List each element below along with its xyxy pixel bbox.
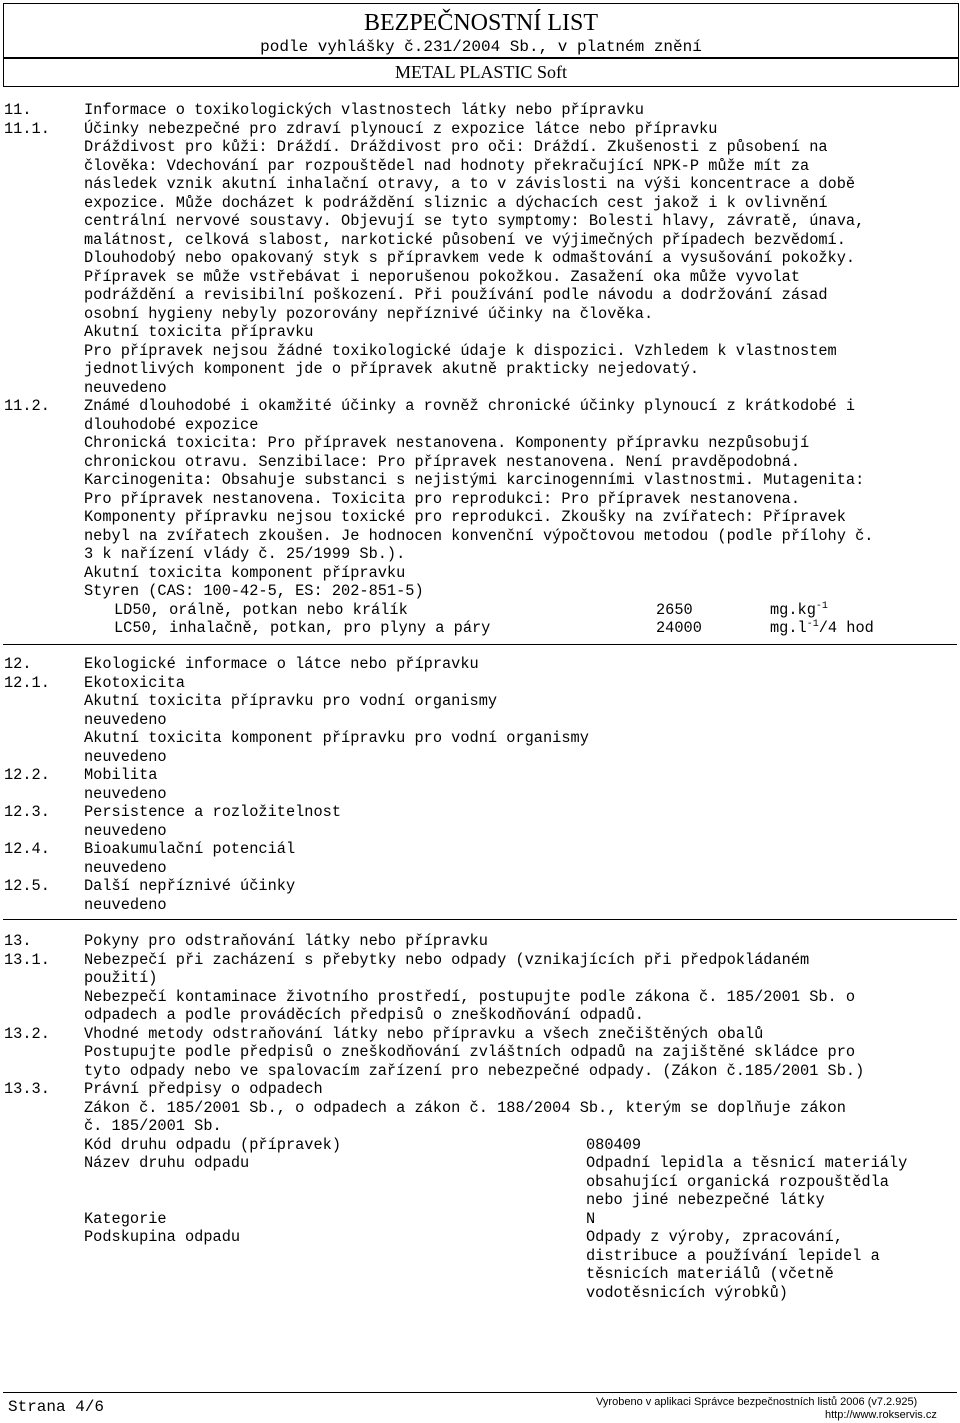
tox-row-unit-base: mg.l [770,619,807,637]
waste-value: vodotěsnicích výrobků) [586,1283,788,1302]
tox-row-value: 24000 [656,619,702,637]
generator-note: Vyrobeno v aplikaci Správce bezpečnostních listů 2006 (v7.2.925) [596,1396,918,1408]
product-name: METAL PLASTIC Soft [3,58,959,87]
section-number: 13. [4,932,32,950]
subsection-number: 13.3. [4,1080,50,1098]
subsection-number: 13.1. [4,950,50,969]
paragraph-line: člověka: Vdechování par rozpouštědel nad hodnoty překračující NPK-P může mít za [84,156,810,175]
waste-label: Kategorie [84,1209,167,1228]
paragraph-line: následek vznik akutní inhalační otravy, a to v závislosti na výši koncentrace a době [84,175,856,193]
subsection-number: 12.3. [4,803,50,821]
tox-row-unit-exponent: -1 [806,618,819,630]
subheading: Akutní toxicita přípravku [84,323,314,341]
paragraph-line: podráždění a revisibilní poškození. Při používání podle návodu a dodržování zásad [84,286,828,304]
subsection-title: Nebezpečí při zacházení s přebytky nebo odpady (vznikajících při předpokládaném [84,950,810,969]
tox-row-unit-exponent: -1 [815,600,828,612]
section-number: 12. [4,655,32,673]
subsection-title: dlouhodobé expozice [84,415,259,434]
subsection-number: 13.2. [4,1024,50,1043]
waste-value: Odpadní lepidla a těsnicí materiály [586,1154,908,1172]
tox-row-unit [770,601,828,620]
tox-row-unit [770,619,874,638]
subsection-title: Účinky nebezpečné pro zdraví plynoucí z expozice látce nebo přípravku [84,119,718,138]
waste-label: Podskupina odpadu [84,1228,241,1246]
paragraph-line: Postupujte podle předpisů o zneškodňování zvláštních odpadů na zajištěné skládce pro [84,1043,856,1061]
waste-value: nebo jiné nebezpečné látky [586,1191,825,1209]
paragraph-line: odpadech a podle prováděcích předpisů o zneškodňování odpadů. [84,1006,644,1024]
waste-label: Kód druhu odpadu (přípravek) [84,1135,342,1154]
value-text: neuvedeno [84,747,167,766]
tox-row-label: LD50, orálně, potkan nebo králík [114,600,408,619]
value-text: neuvedeno [84,821,167,840]
subsection-number: 12.2. [4,766,50,784]
subheading: Akutní toxicita komponent přípravku [84,563,406,582]
subsection-title: Ekotoxicita [84,673,185,692]
footer-divider [3,1392,957,1393]
paragraph-line: osobní hygieny nebyly pozorovány nepříznivé účinky na člověka. [84,304,654,323]
tox-row-value: 2650 [656,600,693,619]
document-header [3,3,959,58]
paragraph-line: expozice. Může docházet k podráždění sliznic a dýchacích cest jakož i k ovlivnění [84,193,828,212]
subsection-number: 12.1. [4,673,50,692]
document-subtitle: podle vyhlášky č.231/2004 Sb., v platném znění [260,38,702,56]
waste-value: obsahující organická rozpouštědla [586,1172,889,1191]
subsection-number: 11.2. [4,397,50,415]
paragraph-line: malátnost, celková slabost, narkotické působení ve výjimečných případech bezvědomí. [84,230,846,249]
paragraph-line: Pro přípravek nestanovena. Toxicita pro reprodukci: Pro přípravek nestanovena. [84,489,801,508]
paragraph-line: chronickou otravu. Senzibilace: Pro přípravek nestanovena. Není pravděpodobná. [84,452,801,471]
subsection-title: Mobilita [84,766,158,784]
subsection-title: Bioakumulační potenciál [84,840,296,858]
value-text: neuvedeno [84,895,167,914]
paragraph-line: Dlouhodobý nebo opakovaný styk s přípravkem vede k odmaštování a vysušování pokožky. [84,249,856,267]
paragraph-line: Pro přípravek nejsou žádné toxikologické údaje k dispozici. Vzhledem k vlastnostem [84,341,837,360]
paragraph-line: Přípravek se může vstřebávat i neporušenou pokožkou. Zasažení oka může vyvolat [84,267,801,286]
subsection-title: Vhodné metody odstraňování látky nebo přípravku a všech znečištěných obalů [84,1024,764,1043]
section-divider [3,644,957,645]
subsection-title: Persistence a rozložitelnost [84,803,342,821]
subheading: Akutní toxicita přípravku pro vodní organismy [84,692,498,710]
value-text: neuvedeno [84,710,167,729]
paragraph-line: Karcinogenita: Obsahuje substanci s nejistými karcinogenními vlastnostmi. Mutagenita: [84,471,865,489]
section-title: Pokyny pro odstraňování látky nebo přípravku [84,932,488,950]
waste-value: těsnicích materiálů (včetně [586,1265,834,1283]
subsection-title: použití) [84,969,158,987]
subsection-number: 12.4. [4,840,50,858]
waste-value: distribuce a používání lepidel a [586,1246,880,1265]
paragraph-line: Dráždivost pro kůži: Dráždí. Dráždivost pro oči: Dráždí. Zkušenosti z působení na [84,138,828,156]
subsection-title: Právní předpisy o odpadech [84,1080,323,1098]
paragraph-line: tyto odpady nebo ve spalovacím zařízení pro nebezpečné odpady. (Zákon č.185/2001 Sb.) [84,1061,865,1080]
paragraph-line: Komponenty přípravku nejsou toxické pro reprodukci. Zkoušky na zvířatech: Přípravek [84,508,846,526]
paragraph-line: č. 185/2001 Sb. [84,1117,222,1135]
value-text: neuvedeno [84,858,167,877]
value-text: neuvedeno [84,378,167,397]
waste-value: 080409 [586,1135,642,1154]
tox-row-unit-base: mg.kg [770,600,816,619]
paragraph-line: nebyl na zvířatech zkoušen. Je hodnocen konvenční výpočtovou metodou (podle přílohy č. [84,526,874,545]
component-name: Styren (CAS: 100-42-5, ES: 202-851-5) [84,582,424,600]
page-number: Strana 4/6 [8,1398,105,1416]
waste-value: N [586,1209,596,1228]
subsection-title: Další nepříznivé účinky [84,877,296,895]
generator-url[interactable]: http://www.rokservis.cz [825,1409,937,1421]
paragraph-line: jednotlivých komponent jde o přípravek akutně prakticky nejedovatý. [84,360,700,378]
section-divider [3,919,957,920]
tox-row-unit-suffix: /4 hod [818,619,874,637]
subsection-number: 12.5. [4,877,50,895]
document-title: BEZPEČNOSTNÍ LIST [364,10,598,36]
section-title: Ekologické informace o látce nebo přípravku [84,655,479,673]
section-title: Informace o toxikologických vlastnostech látky nebo přípravku [84,101,644,119]
paragraph-line: centrální nervové soustavy. Objevují se tyto symptomy: Bolesti hlavy, závratě, únava, [84,212,865,230]
paragraph-line: Nebezpečí kontaminace životního prostředí, postupujte podle zákona č. 185/2001 Sb. o [84,987,856,1006]
section-number: 11. [4,101,32,119]
paragraph-line: Chronická toxicita: Pro přípravek nestanovena. Komponenty přípravku nezpůsobují [84,434,810,452]
waste-label: Název druhu odpadu [84,1154,250,1172]
subsection-number: 11.1. [4,119,50,138]
paragraph-line: 3 k nařízení vlády č. 25/1999 Sb.). [84,545,406,563]
paragraph-line: Zákon č. 185/2001 Sb., o odpadech a zákon č. 188/2004 Sb., kterým se doplňuje zákon [84,1098,846,1117]
waste-value: Odpady z výroby, zpracování, [586,1228,844,1246]
subheading: Akutní toxicita komponent přípravku pro vodní organismy [84,729,589,747]
tox-row-label: LC50, inhalačně, potkan, pro plyny a páry [114,619,491,637]
value-text: neuvedeno [84,784,167,803]
subsection-title: Známé dlouhodobé i okamžité účinky a rovněž chronické účinky plynoucí z krátkodobé i [84,397,856,415]
